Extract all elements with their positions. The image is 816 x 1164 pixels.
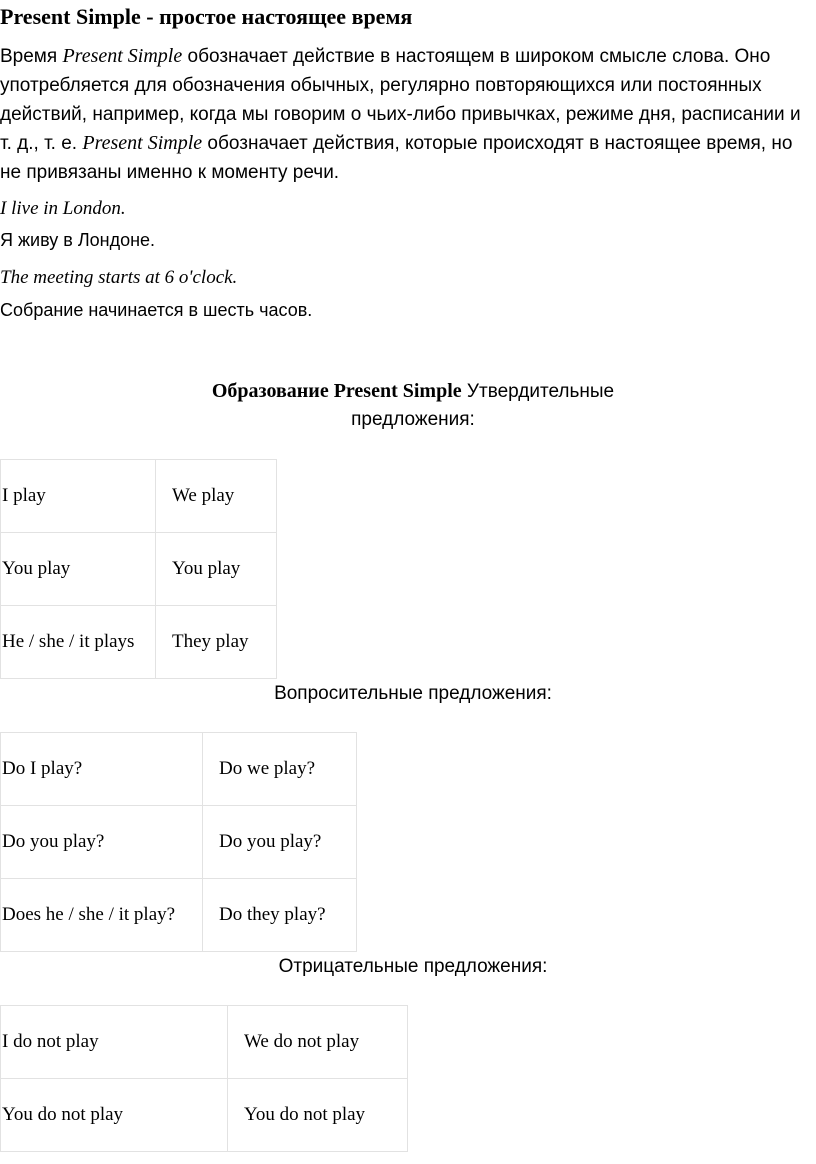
table-cell: You do not play [228,1079,408,1152]
table-cell: We play [156,460,277,533]
table-row [1,1006,408,1079]
table-cell: You do not play [1,1079,228,1152]
table-row [1,806,357,879]
table-cell: He / she / it plays [1,606,156,679]
example-english: I live in London. [0,198,126,219]
intro-paragraph [0,42,812,187]
table-cell: Does he / she / it play? [1,879,203,952]
table-row [1,879,357,952]
table-row [1,533,277,606]
table-cell: Do we play? [203,733,357,806]
intro-text-3: обозначает действия, которые происходят в настоящее время, но не привязаны именно к моменту речи. [0,133,793,183]
intro-term-2: Present Simple [82,132,203,154]
table-cell: Do you play? [203,806,357,879]
table-row [1,733,357,806]
table-cell: You play [156,533,277,606]
negatives-table [0,1005,408,1152]
table-cell: I do not play [1,1006,228,1079]
formation-heading-rest: Утвердительные [461,381,615,402]
intro-text-2: обозначает действие в настоящем в широком смысле слова. Оно употребляется для обозначения обычных, регулярно повторяющихся или постоянных действий, например, когда мы говорим о чьих-либо привычках, режиме дня, расписании и т. д., т. е. [0,46,801,154]
table-cell: Do they play? [203,879,357,952]
table-row [1,1079,408,1152]
questions-table [0,732,357,952]
example-russian: Собрание начинается в шесть часов. [0,300,313,320]
questions-heading: Вопросительные предложения: [274,683,552,704]
table-cell: Do you play? [1,806,203,879]
page-title: Present Simple - простое настоящее время [0,4,413,29]
affirmative-table [0,459,277,679]
table-cell: Do I play? [1,733,203,806]
example-english: The meeting starts at 6 o'clock. [0,267,238,288]
table-cell: They play [156,606,277,679]
negatives-heading: Отрицательные предложения: [278,956,548,977]
formation-heading [0,377,816,434]
table-row [1,606,277,679]
table-row [1,460,277,533]
table-cell: I play [1,460,156,533]
intro-term-1: Present Simple [62,45,183,67]
intro-text-1: Время [0,46,63,67]
formation-heading-bold: Образование Present Simple [211,380,462,402]
formation-heading-line2: предложения: [351,409,475,430]
table-cell: We do not play [228,1006,408,1079]
table-cell: You play [1,533,156,606]
example-russian: Я живу в Лондоне. [0,230,156,250]
